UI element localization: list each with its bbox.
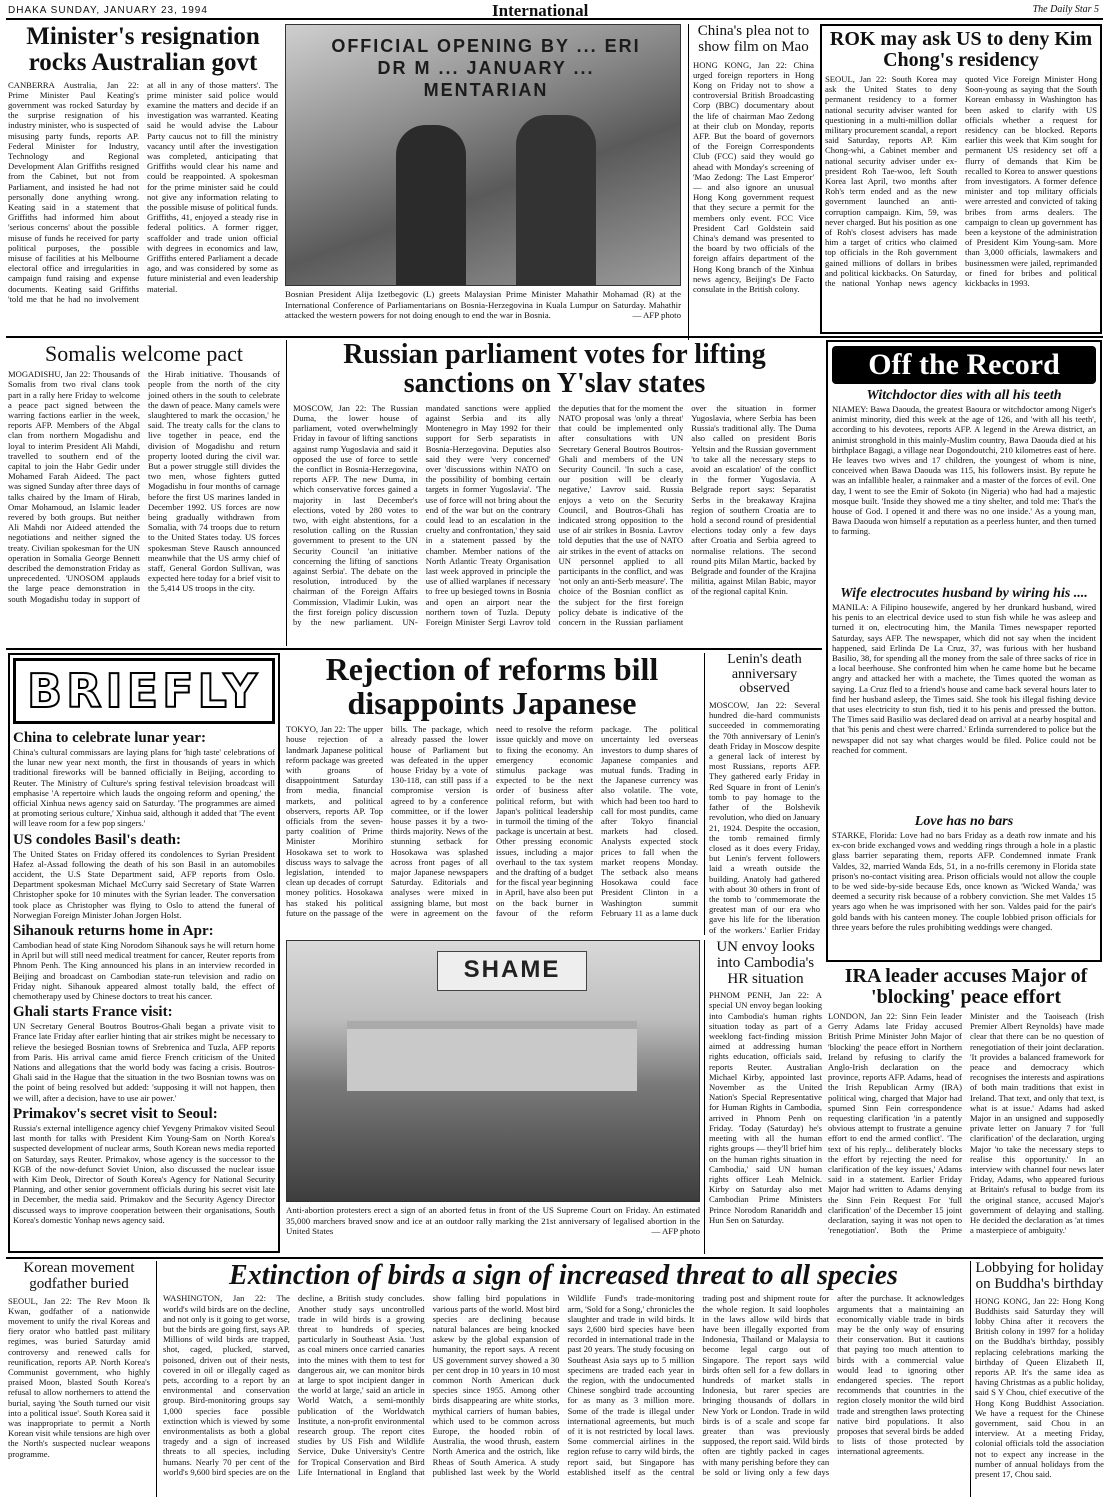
- headline: Somalis welcome pact: [45, 342, 243, 366]
- photo-credit: — AFP photo: [651, 1226, 700, 1236]
- paper-name: The Daily Star 5: [1032, 4, 1099, 15]
- briefly-item: Sihanouk returns home in Apr: Cambodian head of state King Norodom Sihanouk says he will return home in April but will still need medical treatment for cancer, Reuter reports from Phnom Penh. The King announced his plans in an interview recorded in Beijing and broadcast on Cambodian state-run television and radio on Friday night. Sihanouk appeared almost totally bald, the effect of chemotherapy used by Chinese doctors to treat his cancer.: [13, 923, 275, 1002]
- off-the-record-box: [826, 340, 1102, 962]
- figure-right: [516, 115, 596, 285]
- news-photo: [286, 940, 700, 1202]
- headline: IRA leader accuses Major of 'blocking' peace effort: [844, 966, 1088, 1008]
- news-photo: [285, 24, 681, 286]
- briefly-item: China to celebrate lunar year: China's cultural commissars are laying plans for 'high taste' celebrations of the lunar new year next month, the first in thousands of years in which traditional fireworks will be banned officially in Beijing, according to Reuter. The Ministry of Culture's spring festival television broadcast will emphasise 'A repertoire which lauds the ongoing reform and opening,' the official Xinhua news agency said on Saturday. 'The programmes are aimed at promoting serious culture,' Xinhua said, although it added that 'The event will leave room for a few pop singers.': [13, 730, 275, 829]
- headline: China's plea not to show film on Mao: [697, 24, 810, 55]
- article-body: MOGADISHU, Jan 22: Thousands of Somalis from two rival clans took part in a rally here Friday to welcome a peace pact signed between the warring factions earlier in the week, reports AFP. Members of the Abgal clan from northern Mogadishu and loyal to interim President Ali Mahdi, travelled to southern end of the capital to join the Habr Gedir under Mohamed Farah Aideed. The pact was signed Sunday after three days of talks chaired by the Imam of Hirab, Omar Mohamoud, an Islamic leader revered by both groups. But neither Ali Mahdi nor Aideed attended the negotiations and neither signed the treaty. Civilian spokesman for the UN operation in Somalia George Bennett described the demonstration Friday as unprecedented. 'UNOSOM applauds the large peace demonstration in south Mogadishu today in support of the Hirab initiative. Thousands of people from the north of the city joined others in the south to celebrate the dawn of peace. Many camels were slaughtered to mark the occasion,' he said. The treaty calls for the clans to live together in peace, end the division of Mogadishu and return property looted during the civil war. But a power struggle still divides the two men, whose fighters gutted Mogadishu in four months of carnage before the first US marines landed in December 1992. US forces are now being gradually withdrawn from Somalia, with 74 troops due to return to the United States today. US forces spokesman Steve Rausch announced meanwhile that the US army chief of staff, General Gordon Sullivan, was expected here today for a brief visit to the 5,414 US troops in the city.: [8, 369, 280, 604]
- photo-caption: Anti-abortion protesters erect a sign of an aborted fetus in front of the US Supreme Court on Friday. An estimated 35,000 marchers braved snow and ice at an outdoor rally marking the 21st anniversary of legalised abortion in the United States — AFP photo: [286, 1205, 700, 1236]
- story-body: MANILA: A Filipino housewife, angered by her drunkard husband, wired his penis to an electrical device used to stun fish while he was asleep and turned it on, electrocuting him, the Manila Times newspaper reported Saturday, says AFP. The newspaper, which did not say when the incident happened, said Erlinda De La Cruz, 37, was furious with her husband Basilio, 38, for spending all the money from the sale of three sacks of rice in a local beerhouse. She confronted him when he came home but he became angry and attacked her with a machete, the Times quoted the woman as saying. La Cruz fled to a friend's house and came back several hours later to find her husband asleep, the Times said. She took his illegal fishing device that uses electricity to stun fish, tied it to his penis and pressed the button. The Times said Basilio was declared dead on arrival at a nearby hospital and that 'his penis and chest were charred.' Erlinda surrendered to police but the newspaper did not say what charges would be filed. Police could not be reached for comment.: [832, 602, 1096, 755]
- article-japan: [286, 653, 698, 935]
- dateline: DHAKA SUNDAY, JANUARY 23, 1994: [8, 5, 208, 16]
- photo-block-bosnia: [285, 24, 681, 340]
- story-title: Love has no bars: [914, 814, 1014, 829]
- divider: [6, 648, 822, 650]
- photo-block-protest: [286, 940, 700, 1256]
- figure-left: [396, 125, 466, 285]
- protest-sign-text: SHAME: [463, 956, 561, 983]
- article-body: SEOUL, Jan 22: The Rev Moon Ik Kwan, godfather of a nationwide movement to unify the rival Koreas and fiery orator who battled past military regimes, was buried Saturday amid controversy and renewed calls for reunification, reports AP. North Korea's Communist government, who highly praised Moon, blasted South Korea's refusal to allow northerners to attend the burial, saying 'the South turned our visit into a political issue'. South Korea said it was inappropriate to permit a North Korean visit while tensions are high over the North's suspected nuclear weapons programme.: [8, 1295, 150, 1459]
- section-title: International: [486, 4, 594, 20]
- briefly-box: [8, 653, 280, 1253]
- article-buddha: [970, 1261, 1104, 1497]
- photo-sign-text: OFFICIAL OPENING BY ... ERI DR M ... JANUARY ... MENTARIAN: [331, 36, 641, 100]
- article-birds: [156, 1261, 964, 1497]
- story-body: STARKE, Florida: Love had no bars Friday as a death row inmate and his ex-con bride exchanged vows and wedding rings through a hole in a plastic glass barrier separating them, reports AFP. Condemned inmate Frank Valdes, 32, married Wanda Eds, 51, in a no-frills ceremony in Florida state prison's no-contact visiting area. Prison officials would not allow the couple to be wed side-by-side because Eds, once known as 'Wicked Wanda,' was deemed a security risk because of a robbery conviction. She met Valdes 15 years ago when he was imprisoned with her son. Valdes paid for the pair's gold bands with his canteen money. The couple lobbied prison officials for three years before the rules prohibiting weddings were changed.: [832, 830, 1096, 932]
- article-body: TOKYO, Jan 22: The upper house rejection of a landmark Japanese political reform package was greeted with groans of disappointment Saturday from media, financial markets, and political observers, reports AP. Top officials from the seven-party coalition of Prime Minister Morihiro Hosokawa set to work to discuss ways to salvage the legislation, intended to clean up decades of corrupt money politics. Hosokawa has staked his political future on the passage of the bills. The package, which already passed the lower house of Parliament but was defeated in the upper house Friday by a vote of 130-118, can still pass if a compromise version is agreed to by a conference committee, or if the lower house passes it by a two-thirds majority. News of the stunning setback for Hosokawa was splashed across front pages of all major Japanese newspapers Saturday. Editorials and analyses were mixed in assigning blame, but most were in agreement on the need to resolve the reform issue quickly and move on to fixing the economy. An emergency economic stimulus package was expected to be the next order of business after political reform, but with Japan's political leadership in turmoil the timing of the package is uncertain at best. Other pressing economic issues, including a major overhaul to the tax system and the drafting of a budget for the fiscal year beginning in April, have also been put on the back burner in favour of the reform package. The political uncertainty led overseas investors to dump shares of Japanese companies and mutual funds. Trading in the Japanese currency was also volatile. The vote, which had been too hard to call for most pundits, came after Tokyo financial markets had closed. Analysts expected stock prices to fall when the market reopens Monday. The setback also means Hosokawa could face President Clinton in a Washington summit February 11 as a lame duck: [286, 724, 698, 918]
- story-title: Wife electrocutes husband by wiring his ....: [840, 586, 1088, 601]
- divider: [6, 336, 1103, 338]
- headline: UN envoy looks into Cambodia's HR situation: [716, 940, 815, 987]
- briefly-item: Primakov's secret visit to Seoul: Russia's external intelligence agency chief Yevgeny Primakov visited Seoul last month for talks with President Kim Young-Sam on North Korea's suspected development of nuclear arms, South Korean news media reported on Saturday, says Reuter. Primakov, whose agency is the successor to the KGB of the now-defunct Soviet Union, also discussed the nuclear issue with Kim Deok, Director of South Korea's Agency for National Security Planning, and other senior government officials during his secret visit late in December, the media said. Primakov and the Security Agency Director discussed ways to improve cooperation between their organisations, South Korea's domestic Yonhap news agency said.: [13, 1105, 275, 1225]
- photo-credit: — AFP photo: [632, 310, 681, 320]
- article-china-film: [688, 24, 814, 340]
- court-building: [347, 1021, 637, 1091]
- article-korean: [8, 1261, 150, 1497]
- article-body: LONDON, Jan 22: Sinn Fein leader Gerry Adams late Friday accused British Prime Minister John Major of 'blocking' the peace effort in Northern Ireland by refusing to clarify the Anglo-Irish declaration on the province, reports AFP. Adams, head of the Irish Republican Army (IRA) political wing, charged that Major had spurned Sinn Fein correspondence requesting clarification 'in a patently obvious attempt to frustrate a genuine effort to end the armed conflict'. 'The text of his reply... deliberately blocks the effort by rejecting the need for clarification of the key issues,' Adams said in a statement. Earlier Friday Major had written to Adams denying the Sinn Fein Request For 'full clarification' of the December 15 joint declaration, saying it was not open to 'renegotiation'. Both the Prime Minister and the Taoiseach (Irish Premier Albert Reynolds) have made clear that there can be no question of renegotiation of their joint declaration. 'It provides a balanced framework for peace and democracy which recognises the interests and aspirations of both main traditions that exist in Ireland. That text, and only that text, is what is at issue.' Adams had asked Major in an unsigned and supposedly private letter on January 7 for 'full clarification' of the declaration, urging Major 'to take the necessary steps to realise this opportunity.' In an interview with channel four news later Friday, Adams, who appeared furious at Britain's refusal to budge from its the original stance, accused Major's government of delaying and stalling. He decided the declaration as 'at times a masterpiece of ambiguity.': [828, 1011, 1104, 1236]
- headline: Russian parliament votes for lifting sanctions on Y'slav states: [343, 340, 766, 400]
- article-rok: [820, 24, 1102, 334]
- article-lenin: [704, 653, 820, 935]
- article-body: CANBERRA Australia, Jan 22: Prime Minister Paul Keating's government was rocked Saturday by the surprise resignation of his industry minister, who is suspected of misusing party funds, reports AP. Federal Minister for Industry, Technology and Regional Development Alan Griffiths resigned from the Cabinet, but not from Parliament, and insisted he had not personally done anything wrong. Keating said in a statement that Griffiths had informed him about 'serious concerns' about the possible misuse of funds he received for party political purposes, the possible misuse of facilities at his Melbourne electoral office and irregularities in campaign fund raising and expense documents. Keating said Griffiths 'told me that he had no involvement at all in any of those matters'. The prime minister said police would examine the matters and decide if an investigation was warranted. Keating said he would advise the Labour Party caucus not to fill the ministry vacancy until after the investigation was completed, anticipating that Griffiths would clear his name and could be reappointed. A spokesman for the prime minister said he could not give any information relating to the possible misuse of political funds. Griffiths, 41, enjoyed a steady rise in federal politics. A former rigger, scaffolder and trade union official with degrees in economics and law, Griffiths entered Parliament a decade ago, and was considered by some as future ministerial and even leadership material.: [8, 79, 278, 304]
- section-title: Off the Record: [832, 346, 1096, 384]
- section-title: BRIEFLY: [13, 658, 275, 724]
- article-body: SEOUL, Jan 22: South Korea may ask the United States to deny permanent residency to a former national security adviser wanted for questioning in a multi-million dollar military procurement scandal, a report said Saturday, reports AP. Kim Chong-whi, a Cabinet member and national security adviser under ex-president Roh Tae-woo, left South Korea last April, two months after Roh's term ended and as the new government launched an anti-corruption campaign. Kim, 59, was never charged. But his position as one of Roh's closest advisers has made him a target of critics who claimed top officials in the Roh government gained millions of dollars in bribes and political kickbacks. On Saturday, the national Yonhap news agency quoted Vice Foreign Minister Hong Soon-young as saying that the South Korean embassy in Washington has been asked to clarify with US officials whether a request for residency can be blocked. Reports earlier this week that Kim sought for permanent US residency set off a flurry of demands that Kim be recalled to Korea to answer questions from investigators. A former defence minister and top military officials were arrested and convicted of taking bribes from arms dealers. The campaign to clean up government has been a keystone of the administration of President Kim Young-sam. More than 3,000 officials, lawmakers and businessmen were jailed, reprimanded or fined for bribes and political kickbacks in 1993.: [825, 74, 1097, 289]
- article-body: MOSCOW, Jan 22: Several hundred die-hard communists succeeded in commemorating the 70th anniversary of Lenin's death Friday in Moscow despite a general lack of interest by most Russians, reports AFP. They gathered early Friday in Red Square in front of Lenin's tomb to pay homage to the father of the Bolshevik revolution, who died on January 21, 1924. Despite the occasion, the tomb remained firmly closed as it does every Friday, but Lenin's fervent followers laid a wreath outside the building. Anatoly had gathered with about 30 others in front of the tomb to 'commemorate the greatest man of our era who gave his life for the liberation of the workers.' Earlier Friday: [709, 700, 820, 935]
- masthead: [6, 4, 1103, 20]
- story-body: NIAMEY: Bawa Daouda, the greatest Baoura or witchdoctor among Niger's animist minority, died this week at the age of 126, and 'with all his teeth', according to his devotees, reports AFP. A legend in the Arewa district, an animist stronghold in this mainly-Muslim country, Bawa Daouda died at his birthplace Bagagi, a village near Dogondoutchi, 210 kilometres east of here. He leaves two wives and 17 children, the youngest of whom is nine, conceived when Bawa Daouda was 115, his followers insist. By repute he was an infallible healer, a rainmaker and a master of the forces of evil. One day, I went to see the Emir of Sokoto (in Nigeria) who had had a majestic mosque built. 'Inside they showed me a tiny shelter, and told me: That's the house of God. I opened it and there was no one inside.' As a young man, Bawa Daouda won himself a reputation as a peerless hunter, and then turned to farming.: [832, 404, 1096, 537]
- article-keating: [8, 24, 278, 334]
- headline: Minister's resignation rocks Australian govt: [26, 24, 260, 77]
- headline: Lenin's death anniversary observed: [727, 653, 802, 697]
- article-body: WASHINGTON, Jan 22: The world's wild birds are on the decline, and not only is it going to get worse, but the birds are going first, says AP. Millions of wild birds are trapped, shot, caged, plucked, starved, poisoned, driven out of their nests, covered in oil or illegally caged as pets, according to a report by an environmental and conservation group. Bird-monitoring groups say 1,000 species face possible extinction which is viewed by some environmentalists as both a global tragedy and a sign of increased threats to all species, including humans. Nearly 70 per cent of the world's 9,600 bird species are on the decline, a British study concludes. Another study says uncontrolled trade in wild birds is a growing threat to hundreds of species, particularly in Southeast Asia. 'Just as coal miners once carried canaries into the mines with them to test for dangerous air, we can monitor birds at large to spot incipient danger in the world at large,' said an article in World Watch, a semi-monthly publication of the Worldwatch Institute, a non-profit environmental research group. The report cites studies by US Fish and Wildlife Service, Duke University's Centre for Tropical Conservation and Bird Life International in England that show falling bird populations in various parts of the world. Most bird species are declining because natural balances are being knocked askew by the global expansion of humanity, the report says. A recent US government survey showed a 30 per cent drop in 10 years in 10 most common North American duck species since 1955. Among other birds disappearing are white storks, mythical carriers of human babies, which used to be common across Europe, the hooded robin of Australia, the wood thrush, eastern North America and the ostrich, like Rheas of South America. A study published last week by the World Wildlife Fund's trade-monitoring arm, 'Sold for a Song,' chronicles the slaughter and trade in wild birds. It says 2,600 bird species have been recorded in international trade in the past 20 years. The study focusing on Southeast Asia says up to 5 million specimens are traded each year in the region, with the undocumented Chinese songbird trade accounting for as many as 3 million more. Some of the trade is illegal under international agreements, but much of it is not restricted by local laws. Some commercial airlines in the region refuse to carry wild birds, the report said, but Singapore has established itself as the central trading post and shipment route for the whole region. It said loopholes in the laws allow wild birds that have been illegally exported from Indonesia, Thailand or Malaysia to become legal cargo out of Singapore. The report says wild birds often sell for a few dollars in hundreds of market stalls in Indonesia, but rarer species are bringing thousands of dollars in New York or London. Trade in wild birds is of a scale and scope far greater than was previously supposed, the report said. Wild birds often are tightly packed in cages with many perishing before they can be sold or living only a few days after the purchase. It acknowledges arguments that a maintaining an economically viable trade in birds may be the only way of ensuring their conservation. But it cautions that paying too much attention to birds with a commercial value would lead to ignoring other endangered species. The report recommends that countries in the region closely monitor the wild bird trade and strengthen laws protecting native bird populations. It also proposes that several birds be added to lists of those protected by international agreements.: [163, 1293, 964, 1477]
- article-ira: [828, 966, 1104, 1256]
- photo-caption: Bosnian President Alija Izetbegovic (L) greets Malaysian Prime Minister Mahathir Mohamad (R) at the International Conference of Parliamentarians on Bosnia-Herzegovina in Kuala Lumpur on Saturday. Mahathir attacked the western powers for not doing enough to end the war in Bosnia. — AFP photo: [285, 289, 681, 320]
- article-body: PHNOM PENH, Jan 22: A special UN envoy began looking into Cambodia's human rights situation today as part of a weeklong fact-finding mission aimed at addressing human rights education, officials said, reports Reuter. Australian Michael Kirby, appointed last November as the United Nation's Special Representative for Human Rights in Cambodia, arrived in Phnom Penh on Friday. 'Today (Saturday) he's meeting with all the human rights groups — they'll brief him on the human rights situation in Cambodia,' said UN human rights officer Leah Melnick. Kirby on Saturday also met Cambodian Prime Ministers Prince Norodom Ranariddh and Hun Sen on Saturday.: [709, 990, 822, 1225]
- headline: Extinction of birds a sign of increased threat to all species: [229, 1261, 898, 1291]
- headline: ROK may ask US to deny Kim Chong's residency: [829, 28, 1093, 71]
- headline: Rejection of reforms bill disappoints Japanese: [325, 653, 659, 721]
- article-russia: [286, 340, 816, 646]
- article-somalis: [8, 342, 280, 644]
- headline: Korean movement godfather buried: [23, 1261, 135, 1292]
- headline: Lobbying for holiday on Buddha's birthday: [975, 1261, 1104, 1292]
- article-cambodia: [704, 940, 822, 1254]
- article-body: HONG KONG, Jan 22: China urged foreign reporters in Hong Kong on Friday not to show a controversial British Broadcasting Corp (BBC) documentary about the life of chairman Mao Zedong at their club on Monday, reports AFP. But the board of governors of the Foreign Correspondents Club (FCC) said they would go ahead with Monday's screening of 'Mao Zedong: The Last Emperor' — and also ignore an unusual Hong Kong government request that they secure a permit for the members only event. FCC Vice President Carl Goldstein said China's demand was presented to the board by two officials of the foreign affairs department of the Hong Kong branch of the Xinhua news agency, Beijing's De Facto consulate in the British colony.: [693, 59, 814, 294]
- briefly-item: Ghali starts France visit: UN Secretary General Boutros Boutros-Ghali began a private visit to France late Friday after earlier hinting that air strikes might be necessary to relieve the besieged Bosnian towns of Srebrenica and Tuzla, AFP reports from Paris. His arrival came amid fierce French criticism of the United Nations and allegations that the world body was facing a crisis. Boutros-Ghali said in the Hague that the situation in the two Bosnian towns was on the point of being resolved but added: 'supposing it will not happen, then we will, after a decision, have to use air power.': [13, 1004, 275, 1103]
- story-title: Witchdoctor dies with all his teeth: [866, 388, 1062, 403]
- article-body: HONG KONG, Jan 22: Hong Kong Buddhists said Saturday they will lobby China after it recovers the British colony in 1997 for a holiday on the Buddha's birthday, possibly replacing celebrations marking the birthday of Queen Elizabeth II, reports AP. It's the same idea as having Christmas as a public holiday, said S Y Chou, chief executive of the Hong Kong Buddhist Association. We have a request for the Chinese government, said Chou in an interview. At a meeting Friday, colonial officials told the association not to expect any increase in the number of annual holidays from the present 17, Chou said.: [975, 1295, 1104, 1479]
- divider: [6, 1257, 1103, 1259]
- briefly-item: US condoles Basil's death: The United States on Friday offered its condolences to Syrian President Hafez al-Assad following the death of his son Basil in an automobiles accident, the U.S State Department said, AFP reports from Oslo. Department spokesman Michael McCurry said Secretary of State Warren Christopher spoke for 10 minutes with the Syrian leader. The conversation took place as Christopher was flying to Oslo to attend the funeral of Norwegian Foreign Minister Johan Jorgen Holst.: [13, 831, 275, 920]
- article-body: MOSCOW, Jan 22: The Russian Duma, the lower house of parliament, voted overwhelmingly Friday in favour of lifting sanctions against rump Yugoslavia and said it opposed the use of force to settle the conflict in Bosnia-Herzegovina, reports AFP. The new Duma, in which conservative forces gained a majority in last December's elections, voted by 280 votes to two, with eight abstentions, for a resolution calling on the Russian government to present to the UN Security Council 'an initiative concerning the lifting of sanctions against Serbia'. The debate on the resolution, introduced by the chairman of the Foreign Affairs Commission, Vladimir Lukin, was the first foreign policy discussion by the new parliament. UN-mandated sanctions were applied against Serbia and its ally Montenegro in May 1992 for their support for Serb separatists in Bosnia-Herzegovina. Deputies also said they were 'very concerned' over 'discussions within NATO on the possibility of bombing certain targets in former Yugoslavia'. 'The use of force will not bring about the end of the war but on the contrary could lead to an escalation in the cruelty and confrontation,' they said in a statement passed by the chamber. Member nations of the North Atlantic Treaty Organisation last week approved in principle the use of allied warplanes if necessary to free up besieged towns in Bosnia and open an airport near the northern town of Tuzla. Deputy Foreign Minister Sergi Lavrov told the deputies that for the moment the NATO proposal was 'only a threat' that could be implemented only after consultations with UN Secretary General Boutros Boutros-Ghali and members of the UN Security Council. 'In such a case, our position will be clearly negative,' Lavrov said. Russia enjoys a veto on the Security Council, and Boutros-Ghali has indicated strong opposition to the use of air strikes in Bosnia. Lavrov told deputies that the use of NATO air strikes in the event of attacks on UN personnel applied to all participants in the conflict, and was 'not only an anti-Serb measure'. The choice of the Bosnian conflict as the subject for the first foreign policy debate is indicative of the concern in the Russian parliament over the situation in former Yugoslavia, where Serbia has been Russia's traditional ally. The Duma also called on president Boris Yeltsin and the Russian government 'to take all the necessary steps to avoid an escalation' of the conflict in the former Yugoslavia. A Belgrade report says: Separatist Serbs in the breakaway Krajina region of southern Croatia are to hold a second round of presidential elections today only a few days after Croatia and Serbia agreed to normalise relations. The second round pits Milan Martic, backed by Belgrade and founder of the Krajina militia, against Milan Babic, mayor of the regional capital Knin.: [293, 402, 816, 628]
